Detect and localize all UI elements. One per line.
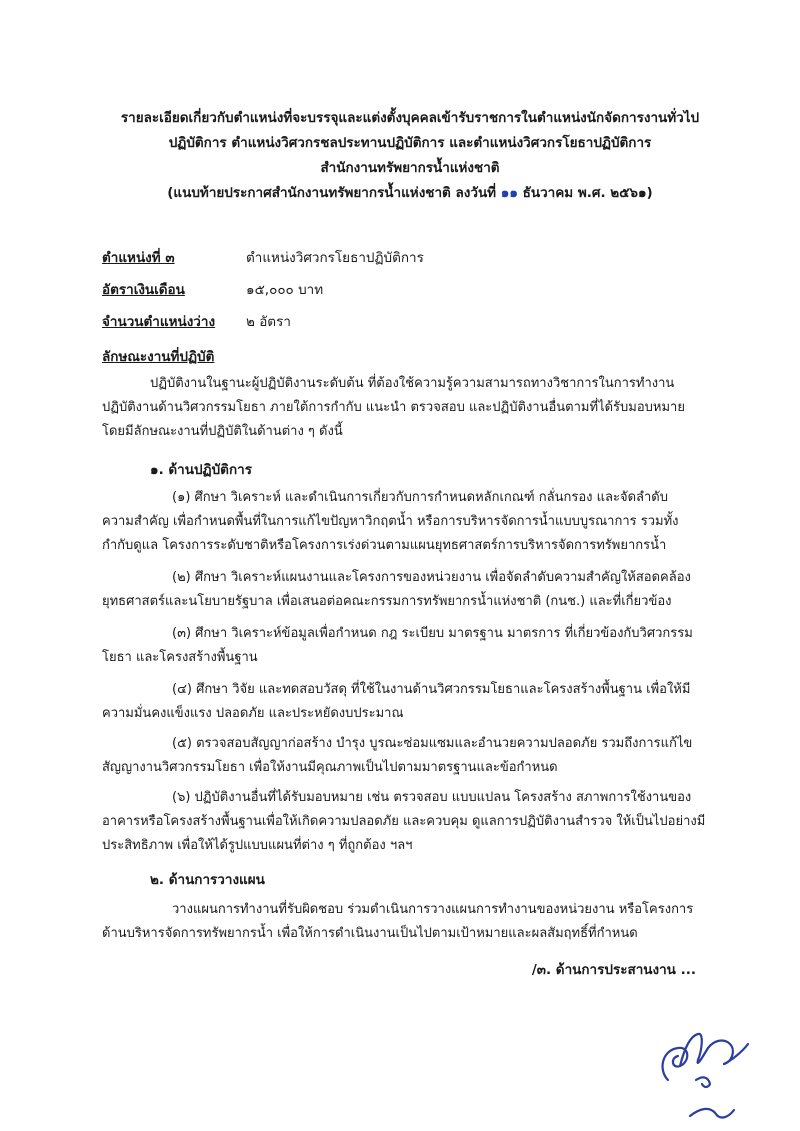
continuation-note: /๓. ด้านการประสานงาน ... — [531, 962, 696, 978]
item-line: (๒) ศึกษา วิเคราะห์แผนงานและโครงการของหน่วยงาน เพื่อจัดลำดับความสำคัญให้สอดคล้อง — [172, 570, 691, 585]
item-line: ประสิทธิภาพ เพื่อให้ได้รูปแบบแผนที่ต่าง ๆ ที่ถูกต้อง ฯลฯ — [102, 838, 413, 853]
header-date-day: ๑๑ — [500, 185, 518, 201]
section-1-item-2 — [102, 566, 702, 614]
header-date-prefix: (แนบท้ายประกาศสำนักงานทรัพยากรน้ำแห่งชาติ ลงวันที่ — [167, 185, 501, 201]
section-1-item-1 — [102, 486, 702, 558]
intro-line: โดยมีลักษณะงานที่ปฏิบัติในด้านต่าง ๆ ดังนี้ — [102, 424, 343, 439]
intro-line: ปฏิบัติงานในฐานะผู้ปฏิบัติงานระดับต้น ที่ต้องใช้ความรู้ความสามารถทางวิชาการในการทำงาน — [150, 376, 675, 391]
signature-mark — [650, 1010, 760, 1130]
header-date-suffix: ธันวาคม พ.ศ. ๒๕๖๑) — [517, 185, 653, 201]
item-line: (๕) ตรวจสอบสัญญาก่อสร้าง บำรุง บูรณะซ่อมแซมและอำนวยความปลอดภัย รวมถึงการแก้ไข — [172, 736, 693, 751]
section-1-item-3 — [102, 622, 702, 670]
plan-line: ด้านบริหารจัดการทรัพยากรน้ำ เพื่อให้การดำเนินงานเป็นไปตามเป้าหมายและผลสัมฤทธิ์ที่กำหนด — [102, 926, 638, 941]
field-value-salary: ๑๕,๐๐๐ บาท — [246, 282, 324, 298]
field-value-vacancies: ๒ อัตรา — [246, 314, 291, 330]
section-1-title: ๑. ด้านปฏิบัติการ — [150, 462, 252, 478]
item-line: ความมั่นคงแข็งแรง ปลอดภัย และประหยัดงบประมาณ — [102, 706, 404, 721]
header-line-3: สำนักงานทรัพยากรน้ำแห่งชาติ — [320, 160, 500, 176]
intro-line: ปฏิบัติงานด้านวิศวกรรมโยธา ภายใต้การกำกับ แนะนำ ตรวจสอบ และปฏิบัติงานอื่นตามที่ได้รับมอบหมาย — [102, 400, 685, 415]
item-line: ยุทธศาสตร์และนโยบายรัฐบาล เพื่อเสนอต่อคณะกรรมการทรัพยากรน้ำแห่งชาติ (กนช.) และที่เกี่ยวข้อง — [102, 594, 672, 609]
field-value-position: ตำแหน่งวิศวกรโยธาปฏิบัติการ — [246, 250, 424, 266]
section-1-item-6 — [102, 786, 706, 858]
section-1-item-4 — [102, 678, 702, 726]
header-line-4 — [100, 181, 720, 206]
item-line: ความสำคัญ เพื่อกำหนดพื้นที่ในการแก้ไขปัญหาวิกฤตน้ำ หรือการบริหารจัดการน้ำแบบบูรณาการ รวมทั้ง — [102, 514, 679, 529]
field-label-salary: อัตราเงินเดือน — [102, 282, 185, 298]
field-label-position: ตำแหน่งที่ ๓ — [102, 250, 175, 266]
item-line: (๓) ศึกษา วิเคราะห์ข้อมูลเพื่อกำหนด กฎ ระเบียบ มาตรฐาน มาตรการ ที่เกี่ยวข้องกับวิศวกรรม — [172, 626, 693, 641]
item-line: กำกับดูแล โครงการระดับชาติหรือโครงการเร่งด่วนตามแผนยุทธศาสตร์การบริหารจัดการทรัพยากรน้ำ — [102, 538, 667, 553]
section-2-body — [102, 898, 702, 946]
item-line: (๑) ศึกษา วิเคราะห์ และดำเนินการเกี่ยวกับการกำหนดหลักเกณฑ์ กลั่นกรอง และจัดลำดับ — [172, 490, 668, 505]
item-line: (๔) ศึกษา วิจัย และทดสอบวัสดุ ที่ใช้ในงานด้านวิศวกรรมโยธาและโครงสร้างพื้นฐาน เพื่อให้มี — [172, 682, 691, 697]
header-line-1: รายละเอียดเกี่ยวกับตำแหน่งที่จะบรรจุและแต่งตั้งบุคคลเข้ารับราชการในตำแหน่งนักจัดการงานทั่วไป — [120, 110, 700, 126]
item-line: อาคารหรือโครงสร้างพื้นฐานเพื่อให้เกิดความปลอดภัย และควบคุม ดูแลการปฏิบัติงานสำรวจ ให้เป็นไปอย่างมี — [102, 814, 706, 829]
field-label-vacancies: จำนวนตำแหน่งว่าง — [102, 314, 216, 330]
item-line: (๖) ปฏิบัติงานอื่นที่ได้รับมอบหมาย เช่น ตรวจสอบ แบบแปลน โครงสร้าง สภาพการใช้งานของ — [172, 790, 692, 805]
item-line: โยธา และโครงสร้างพื้นฐาน — [102, 650, 258, 665]
section-2-title: ๒. ด้านการวางแผน — [150, 872, 265, 888]
job-nature-intro — [102, 372, 702, 444]
job-nature-title: ลักษณะงานที่ปฏิบัติ — [102, 349, 215, 365]
section-1-item-5 — [102, 732, 702, 780]
document-header — [100, 106, 720, 206]
header-line-2: ปฏิบัติการ ตำแหน่งวิศวกรชลประทานปฏิบัติการ และตำแหน่งวิศวกรโยธาปฏิบัติการ — [168, 135, 652, 151]
item-line: สัญญางานวิศวกรรมโยธา เพื่อให้งานมีคุณภาพเป็นไปตามมาตรฐานและข้อกำหนด — [102, 760, 558, 775]
plan-line: วางแผนการทำงานที่รับผิดชอบ ร่วมดำเนินการวางแผนการทำงานของหน่วยงาน หรือโครงการ — [172, 902, 694, 917]
